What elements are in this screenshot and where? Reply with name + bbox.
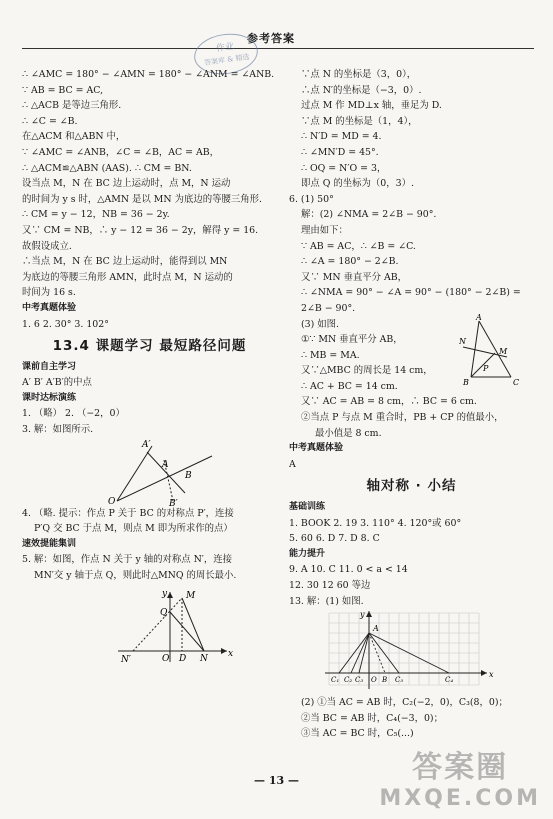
ability-line: 9. A 10. C 11. 0 < a < 14 (289, 564, 408, 576)
fig13-label-a: A (373, 624, 379, 634)
left-column (22, 67, 277, 664)
ability-line: 13. 解：(1) 如图. (289, 595, 364, 607)
fig13-label-c1: C₁ (331, 676, 340, 685)
exam-answer: A (289, 458, 296, 470)
basic-line: 1. BOOK 2. 19 3. 110° 4. 120°或 60° (289, 517, 462, 529)
right-line: ∴ ∠NMA = 90° − ∠A = 90° − (180° − 2∠B) = (301, 287, 521, 299)
q4-line: 4. （略. 提示：作点 P 关于 BC 的对称点 P′，连接 (22, 507, 234, 519)
left-line: 为底边的等腰三角形 AMN，此时点 M，N 运动的 (22, 271, 233, 283)
page-header (22, 30, 534, 46)
stamp-line-2: 答案库 & 精选 (203, 52, 251, 68)
fig13-y-arrow (366, 611, 372, 617)
fig13-grid (329, 613, 479, 685)
left-line: 时间为 16 s. (22, 287, 76, 299)
basic-heading: 基础训练 (289, 502, 326, 513)
section-title: 13.4 课题学习 最短路径问题 (52, 338, 247, 355)
fig6-label-n: N (459, 336, 466, 346)
right-line: 解：(2) ∠NMA = 2∠B − 90°. (301, 209, 437, 221)
fig13-label-c5: C₅ (395, 676, 404, 685)
q6-line: ①∵ MN 垂直平分 AB， (301, 334, 403, 346)
site-watermark (379, 742, 541, 811)
stamp-line-1: 作业 (215, 41, 235, 55)
q6-line: (3) 如图. (301, 318, 339, 330)
q6-line: ∴ AC + BC = 14 cm. (301, 380, 398, 392)
right-line: 过点 M 作 MD⊥x 轴，垂足为 D. (301, 100, 442, 112)
left-line: 设当点 M，N 在 BC 边上运动时，点 M，N 运动 (22, 178, 231, 190)
fig6-label-p: P (483, 363, 489, 373)
right-line: 理由如下： (301, 224, 348, 236)
watermark-line-2: MXQE.COM (379, 786, 541, 811)
in-class-heading: 课时达标演练 (22, 392, 77, 403)
fig13-label-c4: C₄ (445, 676, 454, 685)
fig13-label-c2: C₂ (344, 676, 353, 685)
right-line: ∵ AB = AC，∴ ∠B = ∠C. (301, 240, 416, 252)
in-class-line: 1. （略） 2. （−2，0） (22, 408, 125, 420)
right-column (289, 67, 534, 742)
left-line: 又∵ CM = NB，∴ y − 12 = 36 − 2y，解得 y = 16. (22, 224, 259, 236)
right-line: ∵点 M 的坐标是（1，4）， (301, 115, 418, 127)
right-line: ∴点 N′的坐标是（−3，0）. (301, 84, 422, 96)
q6-line: ②当点 P 与点 M 重合时，PB + CP 的值最小， (301, 412, 504, 424)
left-line: ∴ △ACM≌△ABN (AAS). ∴ CM = BN. (22, 162, 192, 174)
exam-heading: 中考真题体验 (22, 302, 77, 313)
left-line: ∴当点 M，N 在 BC 边上运动时，能得到以 MN (22, 256, 228, 268)
in-class-line: 3. 解：如图所示. (22, 424, 94, 436)
right-line: ∴ OQ = N′O = 3， (301, 162, 387, 174)
q6-line: 又∵ AC = AB = 8 cm，∴ BC = 6 cm. (301, 396, 477, 408)
q13-line: ③当 AC = BC 时，C₅(...) (301, 728, 414, 740)
q6-part3-block (289, 312, 534, 411)
watermark-line-1: 答案圈 (412, 750, 509, 785)
fig13-label-o: O (371, 676, 377, 685)
q6-line: ∴ MB = MA. (301, 349, 360, 361)
fig5-line-n1m (133, 598, 182, 651)
fig5-label-m: M (186, 590, 196, 601)
right-line: 即点 Q 的坐标为（0，3）. (301, 178, 414, 190)
fig5-label-x: x (228, 648, 234, 659)
left-line: ∴ ∠C = ∠B. (22, 115, 78, 127)
right-line: ∵点 N 的坐标是（3，0）， (301, 69, 417, 80)
right-line: 2∠B − 90°. (301, 302, 356, 314)
right-line: 又∵ MN 垂直平分 AB， (301, 271, 408, 283)
fig5-label-n: N (200, 653, 208, 664)
fig3-label-b: B (185, 470, 192, 481)
fig5-label-o: O (162, 653, 170, 664)
exam-heading: 中考真题体验 (289, 443, 344, 454)
section-summary-title: 轴对称 · 小结 (366, 478, 457, 495)
fig5-x-arrow (221, 648, 227, 654)
header-rule (22, 48, 534, 49)
q6-line: 最小值是 8 cm. (315, 427, 382, 439)
fig5-line-qn (170, 612, 204, 651)
fig3-label-b1: B′ (169, 498, 178, 506)
left-line: 故假设成立. (22, 240, 72, 252)
fig6-label-b: B (463, 377, 469, 387)
left-line: ∴ CM = y − 12，NB = 36 − 2y. (22, 209, 170, 221)
ability-heading: 能力提升 (289, 548, 326, 559)
fig6-label-m: M (499, 346, 508, 356)
fig13-x-arrow (481, 670, 487, 676)
fig3-line-aa (147, 452, 185, 493)
right-line: ∴ ∠A = 180° − 2∠B. (301, 256, 399, 268)
q13-line: (2) ①当 AC = AB 时，C₂(−2，0)，C₃(8，0)； (301, 697, 508, 709)
left-line: ∴ △ACB 是等边三角形. (22, 100, 122, 112)
fig5-label-q: Q (160, 607, 168, 618)
fig13-label-c3-left: C₃ (355, 676, 364, 685)
ability-line: 12. 30 12 60 等边 (289, 580, 371, 591)
fig5-label-y: y (162, 588, 168, 599)
effect-heading: 速效提能集训 (22, 538, 77, 549)
fig13-label-y: y (360, 610, 365, 620)
q6-line: 又∵△MBC 的周长是 14 cm， (301, 365, 433, 377)
left-line: ∴ ∠AMC = 180° − ∠AMN = 180° − ∠ANM = ∠ANB. (22, 69, 275, 80)
right-line: 6. (1) 50° (289, 193, 334, 205)
left-line: ∵ ∠AMC = ∠ANB，∠C = ∠B，AC = AB， (22, 146, 220, 158)
left-line: ∵ AB = BC = AC, (22, 84, 104, 96)
page-number: — 13 — (254, 774, 299, 787)
left-line: 在△ACM 和△ABN 中， (22, 131, 126, 143)
left-line: 的时间为 y s 时，△AMN 是以 MN 为底边的等腰三角形. (22, 193, 262, 205)
right-line: ∴ ∠MN′D = 45°. (301, 146, 379, 158)
basic-line: 5. 60 6. D 7. D 8. C (289, 533, 380, 545)
header-title: 参考答案 (247, 32, 295, 45)
fig6-label-c: C (513, 377, 520, 387)
fig13-label-x: x (489, 670, 494, 680)
right-line: ∴ N′D = MD = 4. (301, 131, 382, 143)
fig3-label-a1: A′ (142, 439, 151, 450)
fig6-label-a: A (476, 312, 482, 322)
fig5-label-d: D (179, 653, 187, 664)
figure-q13 (289, 609, 534, 695)
figure-q6 (459, 313, 534, 388)
fig5-y-arrow (167, 592, 173, 598)
pre-class-answer: A′ B′ A′B′的中点 (22, 377, 92, 389)
q5-line: MN′交 y 轴于点 Q，则此时△MNQ 的周长最小. (34, 570, 237, 582)
exam-answers: 1. 6 2. 30° 3. 102° (22, 318, 109, 330)
fig5-label-n1: N′ (121, 654, 131, 664)
fig13-label-b: B (382, 676, 388, 685)
fig5-line-mn (182, 598, 204, 651)
fig3-label-a: A (162, 459, 169, 470)
q13-line: ②当 BC = AB 时，C₄(−3，0)； (301, 712, 443, 724)
q4-line: P′Q 交 BC 于点 M，则点 M 即为所求作的点） (34, 523, 233, 535)
figure-q5 (22, 584, 277, 664)
pre-class-heading: 课前自主学习 (22, 361, 77, 372)
figure-q3 (22, 438, 277, 506)
q5-line: 5. 解：如图，作点 N 关于 y 轴的对称点 N′，连接 (22, 554, 233, 566)
fig3-label-o: O (108, 496, 116, 506)
